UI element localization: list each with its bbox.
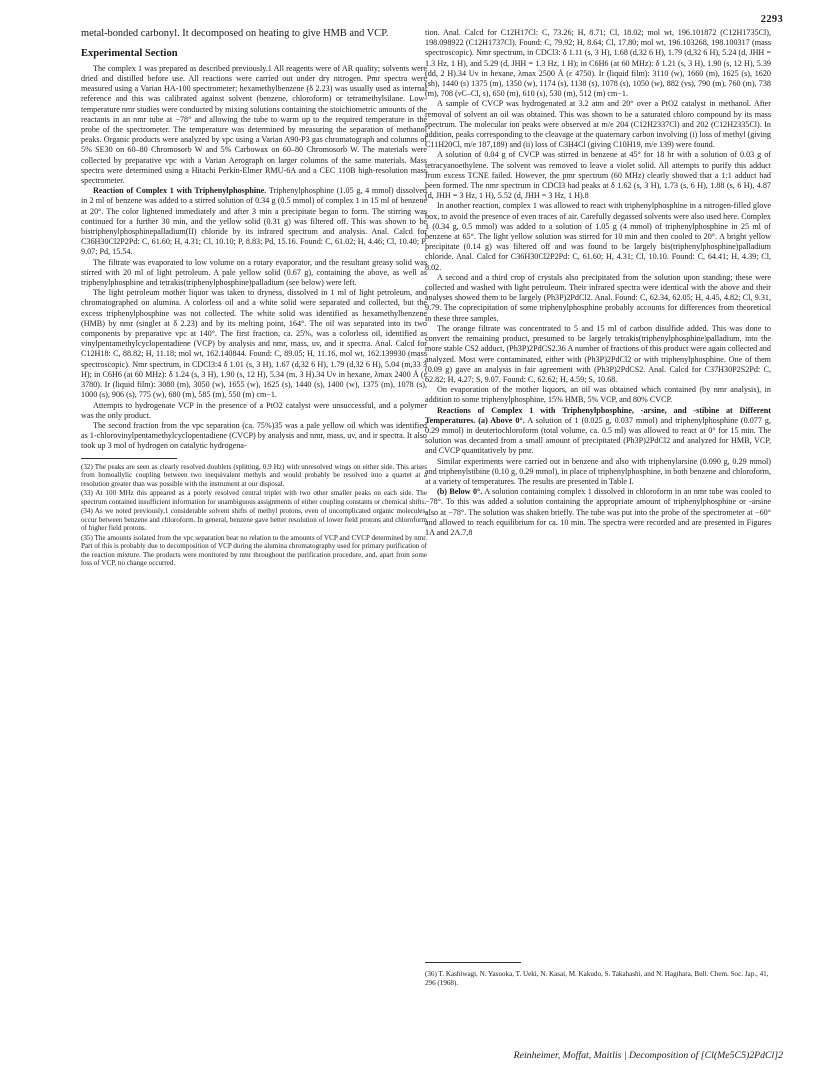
footnote: (33) At 100 MHz this appeared as a poorly resolved central triplet with two other smaller peaks on each side. The spectrum contained insufficient information for unambiguous assignments of either coupling constants or chemical shifts. [81,489,427,506]
footnote: (35) The amounts isolated from the vpc separation bear no relation to the amounts of VCP and CVCP determined by nmr. Part of this is probably due to decomposition of VCP during the alumina chromatography used for primary purification of the reaction mixture. The products were monitored by nmr throughout the purification procedure, and, apart from some loss of VCP, no change occurred. [81,533,427,568]
section-title: Experimental Section [81,47,178,59]
run-in-heading: Reactions of Complex 1 with Triphenylphosphine, -arsine, and -stibine at Different Temperatures. (a) Above 0°. [425,405,771,425]
right-footnotes [425,956,771,988]
paragraph [81,186,427,257]
footnote-rule [81,458,177,459]
right-column [425,28,771,538]
paragraph-body: A solution containing complex 1 dissolved in chloroform in an nmr tube was cooled to −78°. To this was added a solution containing the appropriate amount of triphenylphosphine or -arsine also at −78°. The solution was shaken briefly. The tube was put into the probe of the spectrometer at −60° and allowed to reach equilibrium for ca. 10 min. The spectra were recorded and are presented in Figures 1A and 2A.7,8 [425,487,772,537]
run-in-heading: (b) Below 0°. [437,487,483,497]
paragraph-body: A solution of 1 (0.025 g, 0.037 mmol) and triphenylphosphine (0.077 g, 0.29 mmol) in deuteriochloroform (total volume, ca. 0.5 ml) was allowed to react at 0° for 15 min. The solution was decanted from a small amount of precipitated (Ph3P)2PdCl2 and analyzed for HMB, VCP, and CVCP quantitatively by pmr. [425,415,771,456]
left-column [81,28,427,569]
paragraph: Similar experiments were carried out in benzene and also with triphenylarsine (0.090 g, 0.29 mmol) and triphenylstibine (0.10 g, 0.29 mmol), in place of triphenylphosphine, in both benzene and chloroform, at a variety of temperatures. The results are presented in Table I. [425,456,771,486]
paragraph: The orange filtrate was concentrated to 5 and 15 ml of carbon disulfide added. This was done to convert the remaining product, presumed to be largely tetrakis(triphenylphosphine)palladium, into the more stable CS2 adduct, (Ph3P)2PdCS2.36 A number of fractions of this product were again collected and analyzed. Most were contaminated, either with (Ph3P)2PdCl2 or with triphenylphosphine. One of them (0.09 g) gave an analysis in fair agreement with (Ph3P)2PdCS2. Anal. Calcd for C37H30P2S2Pd: C, 62.82; H, 4.27; S, 9.07. Found: C, 62.62; H, 4.59; S, 10.68. [425,323,771,384]
paragraph [425,487,771,538]
paragraph: The second fraction from the vpc separation (ca. 75%)35 was a pale yellow oil which was identified as 1-chlorovinylpentamethylcyclopentadiene (CVCP) by analysis and nmr, mass, uv, and ir spectra. It also took up 3 mol of hydrogen on catalytic hydrogena- [81,420,427,451]
paragraph-body: Triphenylphosphine (1.05 g, 4 mmol) dissolved in 2 ml of benzene was added to a stirred solution of 0.34 g (0.5 mmol) of complex 1 in 15 ml of benzene at 20°. The color lightened immediately and after 3 min a precipitate began to form. The stirring was continued for a further 30 min, and the yellow solid (0.31 g) was filtered off. This was shown to be bistriphenylphosphinepalladium(II) chloride by its infrared spectrum and analysis. Anal. Calcd for C36H30Cl2P2Pd: C, 61.60; H, 4.31; Cl, 10.10; P, 8.83; Pd, 15.16. Found: C, 61.02; H, 4.46; Cl, 10.40; P, 9.07; Pd, 15.54. [81,186,427,257]
paragraph: The complex 1 was prepared as described previously.1 All reagents were of AR quality; solvents were dried and distilled before use. All reactions were carried out under dry nitrogen. Pmr spectra were measured using a Varian HA-100 spectrometer; hexamethylbenzene (δ 2.23) was usually used as internal reference and this was calibrated against solvent (benzene, chloroform) or tetramethylsilane. Low-temperature nmr studies were conducted by mixing solutions containing the stoichiometric amounts of the reactants in an nmr tube at −78° and allowing the tube to warm up to the required temperature in the probe of the spectrometer. The temperature was determined by measuring the separation of methanol peaks. Organic products were analyzed by vpc using a Varian A90-P3 gas chromatograph and columns of 5% SE30 on 60–80 Chromosorb W and 5% Carbowax on 60–80 Chromosorb W. The materials were collected by preparative vpc with a Varian Aerograph on larger columns of the same materials. Mass spectra were determined using a Hitachi Perkin-Elmer RMU-6A and a CEC 110B high-resolution mass spectrometer. [81,63,427,186]
paragraph: A sample of CVCP was hydrogenated at 3.2 atm and 20° over a PtO2 catalyst in methanol. After removal of solvent an oil was obtained. This was shown to be a saturated chloro compound by its mass spectrum. The molecular ion peaks were observed at m/e 204 (C12H2337Cl) and 202 (C12H2335Cl). In addition, peaks corresponding to the cleavage at the quaternary carbon involving (i) loss of methyl (giving C11H20Cl, m/e 187,189) and (ii) loss of C3H4Cl (giving C10H19, m/e 139) were found. [425,99,771,150]
paragraph: On evaporation of the mother liquors, an oil was obtained which contained (by nmr analysis), in addition to some triphenylphosphine, 15% HMB, 5% VCP, and 80% CVCP. [425,385,771,405]
paragraph: The filtrate was evaporated to low volume on a rotary evaporator, and the resultant greasy solid was stirred with 20 ml of light petroleum. A pale yellow solid (0.67 g), containing the above, as well as triphenylphosphine and tetrakis(triphenylphosphine)palladium (see below) were left. [81,257,427,288]
paragraph: tion. Anal. Calcd for C12H17Cl: C, 73.26; H, 8.71; Cl, 18.02; mol wt, 196.101872 (C12H1735Cl), 198.098922 (C12H1737Cl). Found: C, 79.92; H, 8.64; Cl, 17.80; mol wt, 196.103268, 198.100317 (mass spectroscopic). Nmr spectrum, in CDCl3: δ 1.11 (s, 3 H), 1.68 (d,32 6 H), 1.79 (d,32 6 H), 5.24 (d, JHH = 1.3 Hz, 1 H), and 5.29 (d, JHH = 1.3 Hz, 1 H); in C6H6 (at 60 MHz): δ 1.21 (s, 3 H), 1.90 (s, 12 H), 5.39 (dd, 2 H).34 Uv in hexane, λmax 2500 Å (ε 4750). Ir (liquid film): 3110 (w), 1660 (m), 1625 (s), 1620 (sh), 1440 (s) 1375 (m), 1350 (w), 1174 (s), 1138 (s), 1078 (s), 1050 (w), 882 (vs), 790 (m), 760 (m), 738 (m), 708 (νC–Cl, s), 650 (m), 610 (s), 530 (m), 512 (m) cm−1. [425,28,771,99]
paragraph: A second and a third crop of crystals also precipitated from the solution upon standing; these were collected and washed with light petroleum. Their infrared spectra were identical with the above and their analyses showed them to be largely (Ph3P)2PdCl2. Anal. Found: C, 62.34, 62.05; H, 4.45, 4.82; Cl, 9.31, 9.79. The coprecipitation of some triphenylphosphine probably accounts for differences from theoretical in these three samples. [425,272,771,323]
paragraph: The light petroleum mother liquor was taken to dryness, dissolved in 1 ml of light petroleum, and chromatographed on alumina. A colorless oil and a white solid were separated and collected, but the excess triphenylphosphine was not collected. The white solid was identified as hexamethylbenzene (HMB) by nmr (singlet at δ 2.23) and by its melting point, 164°. The oil was separated into its two components by preparative vpc at 140°. The first fraction, ca. 25%, was a colorless oil, identified as vinylpentamethylcyclopentadiene (VCP) by analysis and nmr, mass, uv, and ir spectra. Anal. Calcd for C12H18: C, 88.82; H, 11.18; mol wt, 162.140844. Found: C, 89.05; H, 11.16, mol wt, 162.139930 (mass spectroscopic). Nmr spectrum, in CDCl3:4 δ 1.01 (s, 3 H), 1.67 (d,32 6 H), 1.79 (d,32 6 H), 5.04 (m,33 3 H); in C6H6 (at 60 MHz): δ 1.24 (s, 3 H), 1.90 (s, 12 H), 5.34 (m, 3 H).34 Uv in hexane, λmax 2400 Å (ε 3780). Ir (liquid film): 3080 (m), 3050 (w), 1655 (w), 1625 (s), 1440 (s), 1400 (w), 1375 (m), 1078 (s), 1000 (s), 906 (s), 775 (w), 680 (m), 585 (m), 550 (m) cm−1. [81,288,427,400]
page-number: 2293 [760,14,783,25]
footnote: (32) The peaks are seen as clearly resolved doublets (splitting, 0.9 Hz) with unresolved wings on either side. This arises from homoallylic coupling between two inequivalent methyls and would probably be resolved into a quartet at a resolution greater than was possible with the instrument at our disposal. [81,462,427,488]
paragraph: Attempts to hydrogenate VCP in the presence of a PtO2 catalyst were unsuccessful, and a polymer was the only product. [81,400,427,420]
footnote: (34) As we noted previously,1 considerable solvent shifts of methyl protons, even of uncomplicated organic molecules, occur between benzene and chloroform. In general, benzene gave better resolution of lower field protons and chloroform of higher field protons. [81,507,427,533]
run-in-heading: Reaction of Complex 1 with Triphenylphosphine. [93,186,267,196]
paragraph: In another reaction, complex 1 was allowed to react with triphenylphosphine in a nitrogen-filled glove box, to avoid the presence of even traces of air. Carefully degassed solvents were also used here. Complex 1 (0.34 g, 0.5 mmol) was added to a solution of 1.05 g (4 mmol) of triphenylphosphine in 25 ml of benzene at 65°. The light yellow solution was stirred for 10 min and then cooled to 20°. A bright yellow precipitate (0.14 g) was filtered off and was found to be largely bis(triphenylphosphine)palladium chloride. Anal. Calcd for C36H30Cl2P2Pd: C, 61.60; H, 4.31; Cl, 10.10. Found: C, 64.41; H, 4.39; Cl, 8.02. [425,201,771,272]
running-footer: Reinheimer, Moffat, Maitlis | Decomposition of [Cl(Me5C5)2PdCl]2 [513,1050,783,1061]
footnote: (36) T. Kashiwagi, N. Yasuoka, T. Ueki, N. Kasai, M. Kakudo, S. Takahashi, and N. Hagihara, Bull. Chem. Soc. Jap., 41, 296 (1968). [425,970,769,987]
footnote-rule [425,962,521,963]
lead-paragraph: metal-bonded carbonyl. It decomposed on heating to give HMB and VCP. [81,28,389,39]
paragraph [425,406,771,457]
paragraph: A solution of 0.04 g of CVCP was stirred in benzene at 45° for 18 hr with a solution of 0.03 g of tetracyanoethylene. The solvent was removed to leave a violet solid. All attempts to purify this adduct from excess TCNE failed. However, the pmr spectrum (60 MHz) clearly showed that a 1:1 adduct had been formed. The nmr spectrum in CDCl3 had peaks at δ 1.62 (s, 3 H), 1.73 (s, 6 H), 1.88 (s, 6 H), 4.87 (d, JHH = 3 Hz, 1 H), 5.52 (d, JHH = 3 Hz, 1 H).8 [425,150,771,201]
